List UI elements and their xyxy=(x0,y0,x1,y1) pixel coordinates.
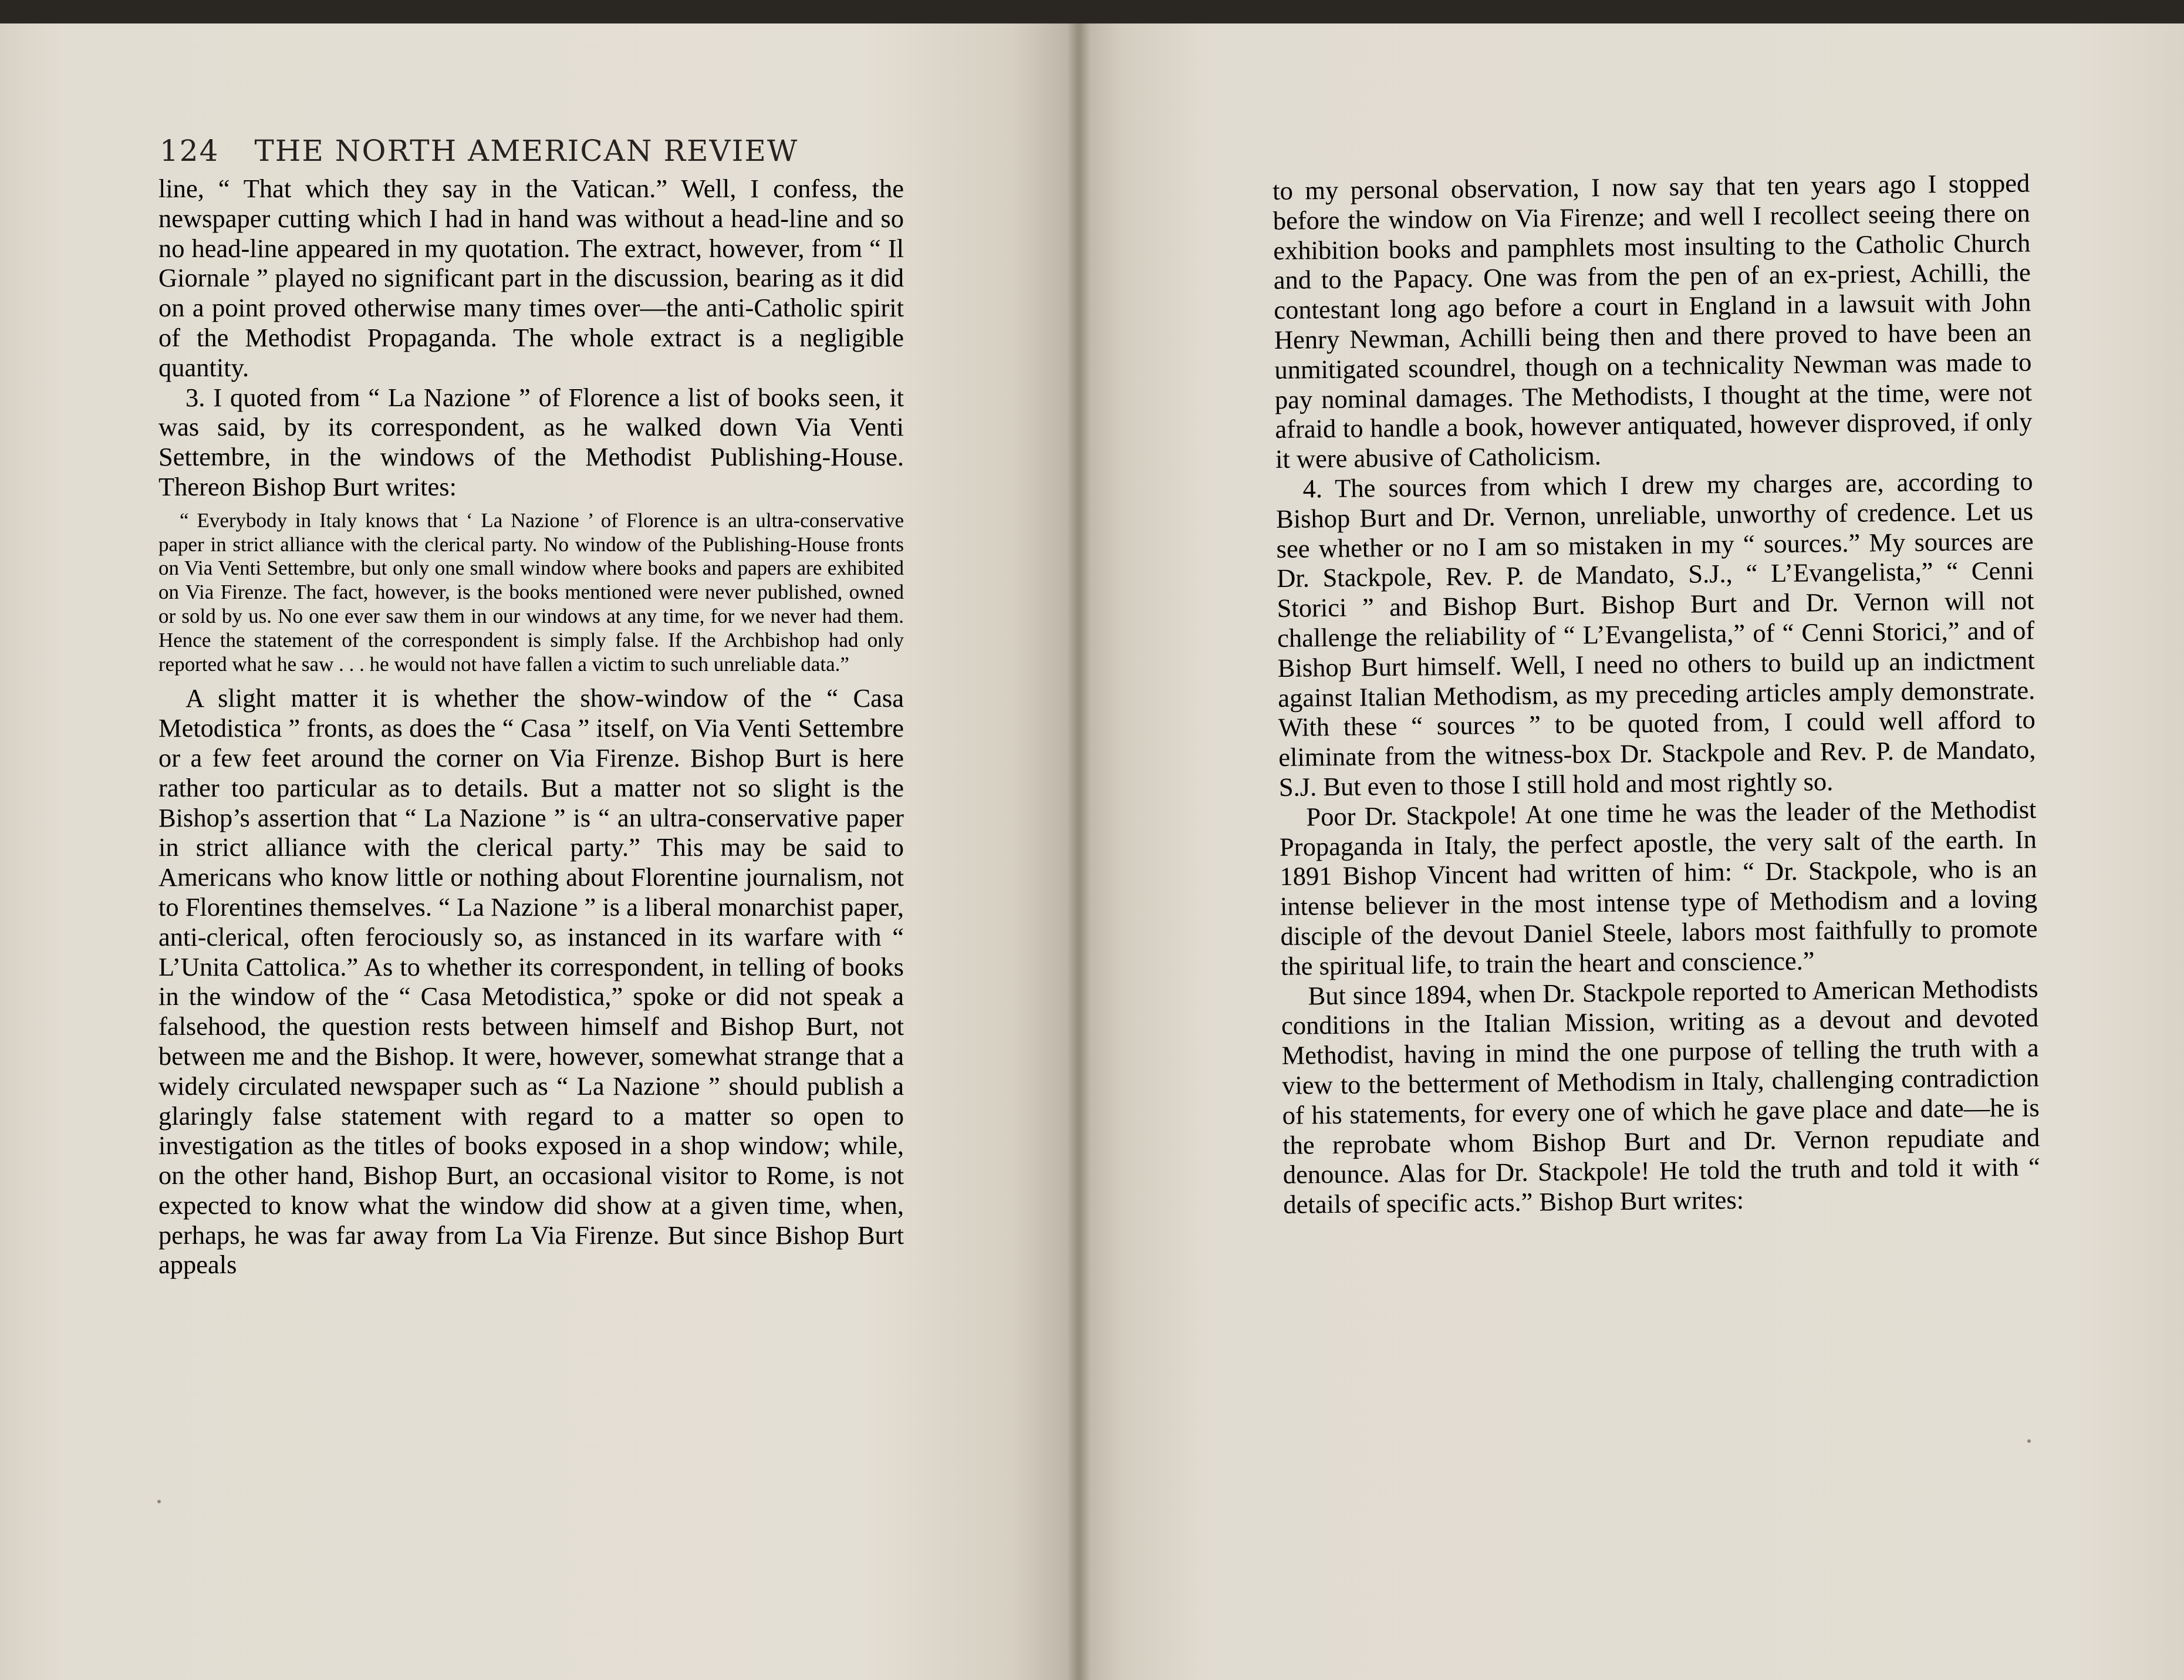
right-paragraph-2: 4. The sources from which I drew my charges are, according to Bishop Burt and Dr. Vernon, unreliable, unworthy of credence. Let us see whether or no I am so mistaken in my “ sources.” My sources are Dr. Stackpole, Rev. P. de Mandato, S.J., “ L’Evangelista,” “ Cenni Storici ” and Bishop Burt. Bishop Burt and Dr. Vernon will not challenge the reliability of “ L’Evangelista,” of “ Cenni Storici,” and of Bishop Burt himself. Well, I need no others to build up an indictment against Italian Methodism, as my preceding articles amply demonstrate. With these “ sources ” to be quoted from, I could well afford to eliminate from the witness-box Dr. Stackpole and Rev. P. de Mandato, S.J. But even to those I still hold and most rightly so. xyxy=(1275,466,2036,802)
paper-speck xyxy=(157,1500,161,1503)
block-quote xyxy=(158,509,904,677)
right-paragraph-3: Poor Dr. Stackpole! At one time he was the leader of the Methodist Propaganda in Italy, the perfect apostle, the very salt of the earth. In 1891 Bishop Vincent had written of him: “ Dr. Stackpole, who is an intense believer in the most intense type of Methodism and a loving disciple of the devout Daniel Steele, labors most faithfully to promote the spiritual life, to train the heart and conscience.” xyxy=(1279,794,2038,981)
left-running-head xyxy=(160,134,917,168)
book-gutter xyxy=(1067,23,1091,1680)
left-paragraph-1: line, “ That which they say in the Vatican.” Well, I confess, the newspaper cutting which I had in hand was without a head-line and so no head-line appeared in my quotation. The extract, however, from “ Il Giornale ” played no significant part in the discussion, bearing as it did on a point proved otherwise many times over—the anti-Catholic spirit of the Methodist Propaganda. The whole extract is a negligible quantity. xyxy=(158,174,904,382)
right-paragraph-4: But since 1894, when Dr. Stackpole reported to American Methodists conditions in the Italian Mission, writing as a devout and devoted Methodist, having in mind the one purpose of telling the truth with a view to the betterment of Methodism in Italy, challenging contradiction of his statements, for every one of which he gave place and date—he is the reprobate whom Bishop Burt and Dr. Vernon repudiate and denounce. Alas for Dr. Stackpole! He told the truth and told it with “ details of specific acts.” Bishop Burt writes: xyxy=(1281,973,2041,1219)
paper-speck xyxy=(2027,1439,2031,1443)
left-paragraph-3: A slight matter it is whether the show-window of the “ Casa Metodistica ” fronts, as does the “ Casa ” itself, on Via Venti Settembre or a few feet around the corner on Via Firenze. Bishop Burt is here rather too particular as to details. But a matter not so slight is the Bishop’s assertion that “ La Nazione ” is “ an ultra-conservative paper in strict alliance with the clerical party.” This may be said to Americans who know little or nothing about Florentine journalism, not to Florentines themselves. “ La Nazione ” is a liberal monarchist paper, anti-clerical, often ferociously so, as instanced in its warfare with “ L’Unita Cattolica.” As to whether its correspondent, in telling of books in the window of the “ Casa Metodistica,” spoke or did not speak a falsehood, the question rests between himself and Bishop Burt, not between me and the Bishop. It were, however, somewhat strange that a widely circulated newspaper such as “ La Nazione ” should publish a glaringly false statement with regard to a matter so open to investigation as the titles of books exposed in a shop window; while, on the other hand, Bishop Burt, an occasional visitor to Rome, is not expected to know what the window did show at a given time, when, perhaps, he was far away from La Via Firenze. But since Bishop Burt appeals xyxy=(158,683,904,1280)
right-body-text xyxy=(1272,168,2041,1219)
block-quote-text: “ Everybody in Italy knows that ‘ La Nazione ’ of Florence is an ultra-conservative paper in strict alliance with the clerical party. No window of the Publishing-House fronts on Via Venti Settembre, but only one small window where books and papers are exhibited on Via Firenze. The fact, however, is the books mentioned were never published, owned or sold by us. No one ever saw them in our windows at any time, for we never had them. Hence the statement of the correspondent is simply false. If the Archbishop had only reported what he saw . . . he would not have fallen a victim to such unreliable data.” xyxy=(158,508,904,676)
left-paragraph-2: 3. I quoted from “ La Nazione ” of Florence a list of books seen, it was said, by its correspondent, as he walked down Via Venti Settembre, in the windows of the Methodist Publishing-House. Thereon Bishop Burt writes: xyxy=(158,382,904,501)
right-paragraph-1: to my personal observation, I now say that ten years ago I stopped before the window on Via Firenze; and well I recollect seeing there on exhibition books and pamphlets most insulting to the Catholic Church and to the Papacy. One was from the pen of an ex-priest, Achilli, the contestant long ago before a court in England in a lawsuit with John Henry Newman, Achilli being then and there proved to have been an unmitigated scoundrel, though on a technicality Newman was made to pay nominal damages. The Methodists, I thought at the time, were not afraid to handle a book, however antiquated, however disproved, if only it were abusive of Catholicism. xyxy=(1272,168,2033,474)
left-body-text xyxy=(158,174,904,1280)
left-page-number: 124 xyxy=(160,134,220,168)
left-running-title: THE NORTH AMERICAN REVIEW xyxy=(254,134,799,168)
